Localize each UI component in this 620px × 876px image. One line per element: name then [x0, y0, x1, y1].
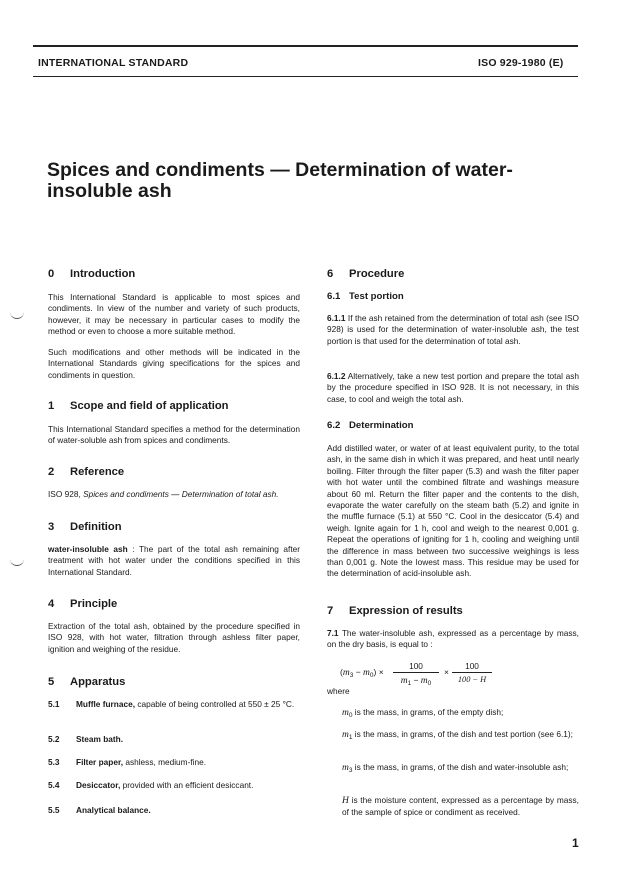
apparatus-item: 5.1 Muffle furnace, capable of being controlled at 550 ± 25 °C. — [48, 699, 295, 709]
section-6-2-heading: 6.2 Determination — [327, 420, 414, 431]
section-6-1-1-paragraph: 6.1.1 If the ash retained from the determination of total ash (see ISO 928) is used for the determination of water-insoluble ash, the test portion is that used for the determination of total ash. — [327, 313, 579, 346]
section-3-definition: water-insoluble ash : The part of the total ash remaining after treatment with hot water under the conditions specified in this International Standard. — [48, 544, 300, 577]
section-3-heading: 3 Definition — [48, 521, 122, 533]
formula-denominator-2: 100 − H — [457, 675, 487, 684]
section-0-paragraph-1: This International Standard is applicable to most spices and condiments. In view of the number and variety of such products, however, it may be necessary in particular cases to modify the method or even to choose a more suitable method. — [48, 292, 300, 337]
formula-denominator-1: $m_1 - m_0$ — [400, 675, 432, 687]
section-2-heading: 2 Reference — [48, 466, 125, 478]
section-6-1-2-paragraph: 6.1.2 Alternatively, take a new test portion and prepare the total ash by the procedure specified in ISO 928. It is not necessary, in this case, to cool and weigh the total ash. — [327, 371, 579, 404]
section-6-heading: 6 Procedure — [327, 268, 405, 280]
title-line-2: insoluble ash — [47, 180, 172, 202]
header-rule — [33, 76, 578, 77]
title-line-1: Spices and condiments — Determination of water- — [47, 159, 513, 181]
section-1-heading: 1 Scope and field of application — [48, 400, 229, 412]
formula-numerator-2: 100 — [465, 661, 479, 671]
section-6-2-paragraph: Add distilled water, or water of at least equivalent purity, to the total ash, in the same dish in which it was prepared, and heat until nearly boiling. Filter through the filter paper (5.3) and wash the filter paper with hot water until the combined filtrate and washings measure about 60 ml. Return the filter paper and the contents to the dish, evaporate the water carefully on the steam bath (5.2) and ignite in the muffle furnace (5.1) at 550 °C. Cool in the desiccator (5.4) and weigh. Ignite again for 1 h, cool and weigh to the nearest 0,001 g. Repeat the operations of igniting for 1 h, cooling and weighing until the difference in mass between two successive weighings is less than 0,001 g. Note the lowest mass. This residue may be used for the determination of acid-insoluble ash. — [327, 443, 579, 579]
formula-numerator-1: 100 — [409, 661, 423, 671]
multiply-sign: × — [444, 667, 449, 677]
header-standard-type: INTERNATIONAL STANDARD — [38, 57, 189, 69]
section-7-1-paragraph: 7.1 The water-insoluble ash, expressed as a percentage by mass, on the dry basis, is equal to : — [327, 628, 579, 650]
fraction-bar — [452, 672, 492, 673]
fraction-bar — [393, 672, 439, 673]
variable-m0-definition: $m_0$ is the mass, in grams, of the empty dish; — [342, 707, 504, 719]
document-title — [47, 160, 567, 202]
section-7-heading: 7 Expression of results — [327, 605, 463, 617]
page-number: 1 — [572, 836, 579, 850]
apparatus-item: 5.2 Steam bath. — [48, 734, 124, 744]
section-6-1-heading: 6.1 Test portion — [327, 291, 404, 302]
section-0-heading: 0 Introduction — [48, 268, 136, 280]
apparatus-item: 5.4 Desiccator, provided with an efficient desiccant. — [48, 780, 254, 790]
where-label: where — [327, 686, 350, 696]
apparatus-item: 5.3 Filter paper, ashless, medium-fine. — [48, 757, 207, 767]
section-4-paragraph: Extraction of the total ash, obtained by the procedure specified in ISO 928, with hot water, filtration through ashless filter paper, ignition and weighing of the residue. — [48, 621, 300, 654]
header-standard-number: ISO 929-1980 (E) — [478, 57, 564, 69]
section-1-paragraph: This International Standard specifies a method for the determination of water-soluble ash from spices and condiments. — [48, 424, 300, 446]
variable-m3-definition: $m_3$ is the mass, in grams, of the dish and water-insoluble ash; — [342, 762, 569, 774]
section-0-paragraph-2: Such modifications and other methods will be indicated in the International Standards giving specifications for the spices and condiments in question. — [48, 347, 300, 380]
variable-H-definition: H is the moisture content, expressed as a percentage by mass, of the sample of spice or condiment as received. — [342, 795, 579, 818]
section-4-heading: 4 Principle — [48, 598, 118, 610]
variable-m1-definition: $m_1$ is the mass, in grams, of the dish and test portion (see 6.1); — [342, 729, 573, 741]
apparatus-item: 5.5 Analytical balance. — [48, 805, 151, 815]
margin-mark — [10, 557, 24, 566]
section-2-paragraph: ISO 928, Spices and condiments — Determination of total ash. — [48, 489, 279, 499]
section-5-heading: 5 Apparatus — [48, 676, 126, 688]
margin-mark — [10, 310, 24, 319]
top-rule — [33, 45, 578, 47]
formula-left-term: $(m_3 - m_0)$ × — [340, 667, 384, 679]
